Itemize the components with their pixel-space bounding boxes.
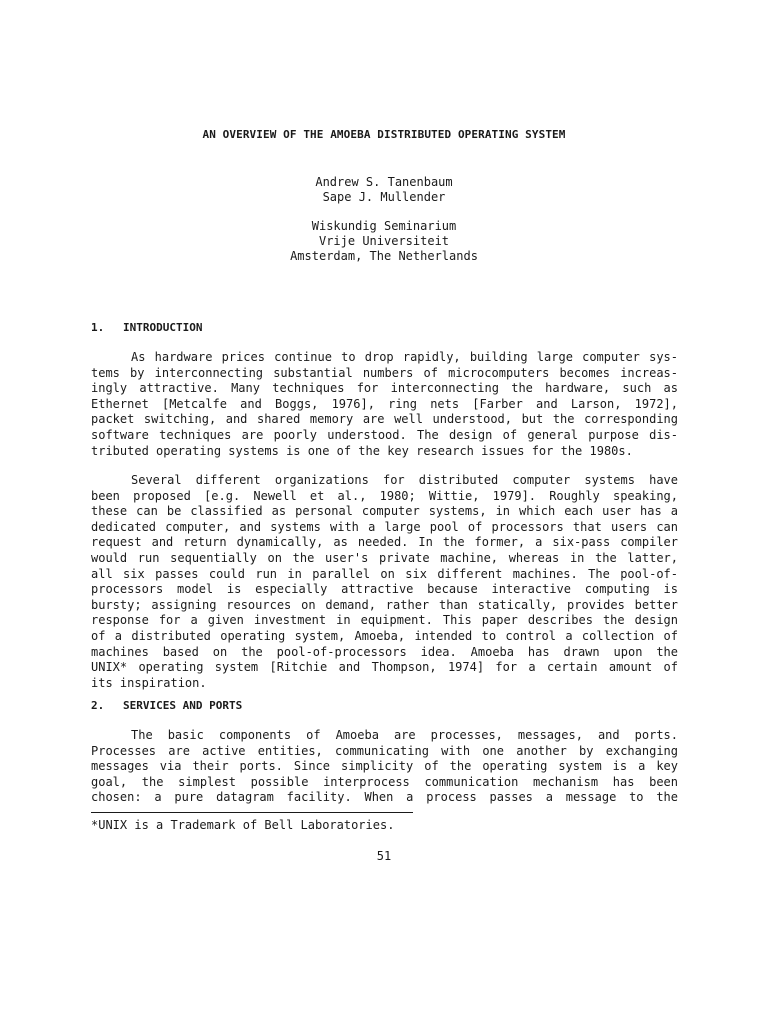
footnote-rule [91, 812, 413, 813]
text-line: request and return dynamically, as needed. In the former, a six-pass compiler [91, 535, 678, 550]
paper-title: AN OVERVIEW OF THE AMOEBA DISTRIBUTED OPERATING SYSTEM [202, 128, 566, 141]
section-title: INTRODUCTION [123, 321, 203, 334]
text-line: tributed operating systems is one of the key research issues for the 1980s. [91, 443, 633, 458]
text-line: ingly attractive. Many techniques for interconnecting the hardware, such as [91, 381, 678, 396]
text-line: Several different organizations for distributed computer systems have [131, 473, 678, 487]
footnote: *UNIX is a Trademark of Bell Laboratories. [91, 818, 395, 832]
author-name: Sape J. Mullender [322, 190, 446, 204]
text-line: been proposed [e.g. Newell et al., 1980; Wittie, 1979]. Roughly speaking, [91, 488, 678, 503]
section-title: SERVICES AND PORTS [123, 699, 243, 712]
affiliation-line: Wiskundig Seminarium [311, 219, 457, 233]
text-line: machines based on the pool-of-processors idea. Amoeba has drawn upon the [91, 644, 678, 659]
text-line: response for a given investment in equipment. This paper describes the design [91, 613, 678, 628]
affiliation-line: Amsterdam, The Netherlands [290, 249, 478, 263]
text-line: processors model is especially attractive because interactive computing is [91, 582, 678, 597]
paragraph [91, 473, 678, 691]
page-number: 51 [376, 849, 392, 863]
section-heading [91, 321, 202, 334]
text-line: of a distributed operating system, Amoeba, intended to control a collection of [91, 628, 678, 643]
text-line: all six passes could run in parallel on six different machines. The pool-of- [91, 566, 678, 581]
text-line: As hardware prices continue to drop rapidly, building large computer sys- [131, 350, 678, 364]
text-line: its inspiration. [91, 675, 207, 690]
paragraph [91, 728, 678, 806]
section-number: 2. [91, 699, 105, 712]
text-line: these can be classified as personal computer systems, in which each user has a [91, 504, 678, 519]
text-line: packet switching, and shared memory are well understood, but the corresponding [91, 412, 678, 427]
text-line: UNIX* operating system [Ritchie and Thompson, 1974] for a certain amount of [91, 660, 678, 675]
text-line: would run sequentially on the user's private machine, whereas in the latter, [91, 550, 678, 565]
text-line: chosen: a pure datagram facility. When a process passes a message to the [91, 790, 678, 805]
paragraph [91, 350, 678, 459]
text-line: software techniques are poorly understood. The design of general purpose dis- [91, 427, 678, 442]
text-line: Processes are active entities, communicating with one another by exchanging [91, 743, 678, 758]
text-line: messages via their ports. Since simplicity of the operating system is a key [91, 759, 678, 774]
text-line: tems by interconnecting substantial numbers of microcomputers becomes increas- [91, 365, 678, 380]
section-heading [91, 699, 242, 712]
text-line: Ethernet [Metcalfe and Boggs, 1976], ring nets [Farber and Larson, 1972], [91, 396, 678, 411]
section-number: 1. [91, 321, 105, 334]
text-line: dedicated computer, and systems with a large pool of processors that users can [91, 519, 678, 534]
text-line: goal, the simplest possible interprocess communication mechanism has been [91, 774, 678, 789]
text-line: The basic components of Amoeba are processes, messages, and ports. [131, 728, 678, 742]
affiliation-line: Vrije Universiteit [318, 234, 450, 248]
author-name: Andrew S. Tanenbaum [315, 175, 453, 189]
text-line: bursty; assigning resources on demand, rather than statically, provides better [91, 597, 678, 612]
